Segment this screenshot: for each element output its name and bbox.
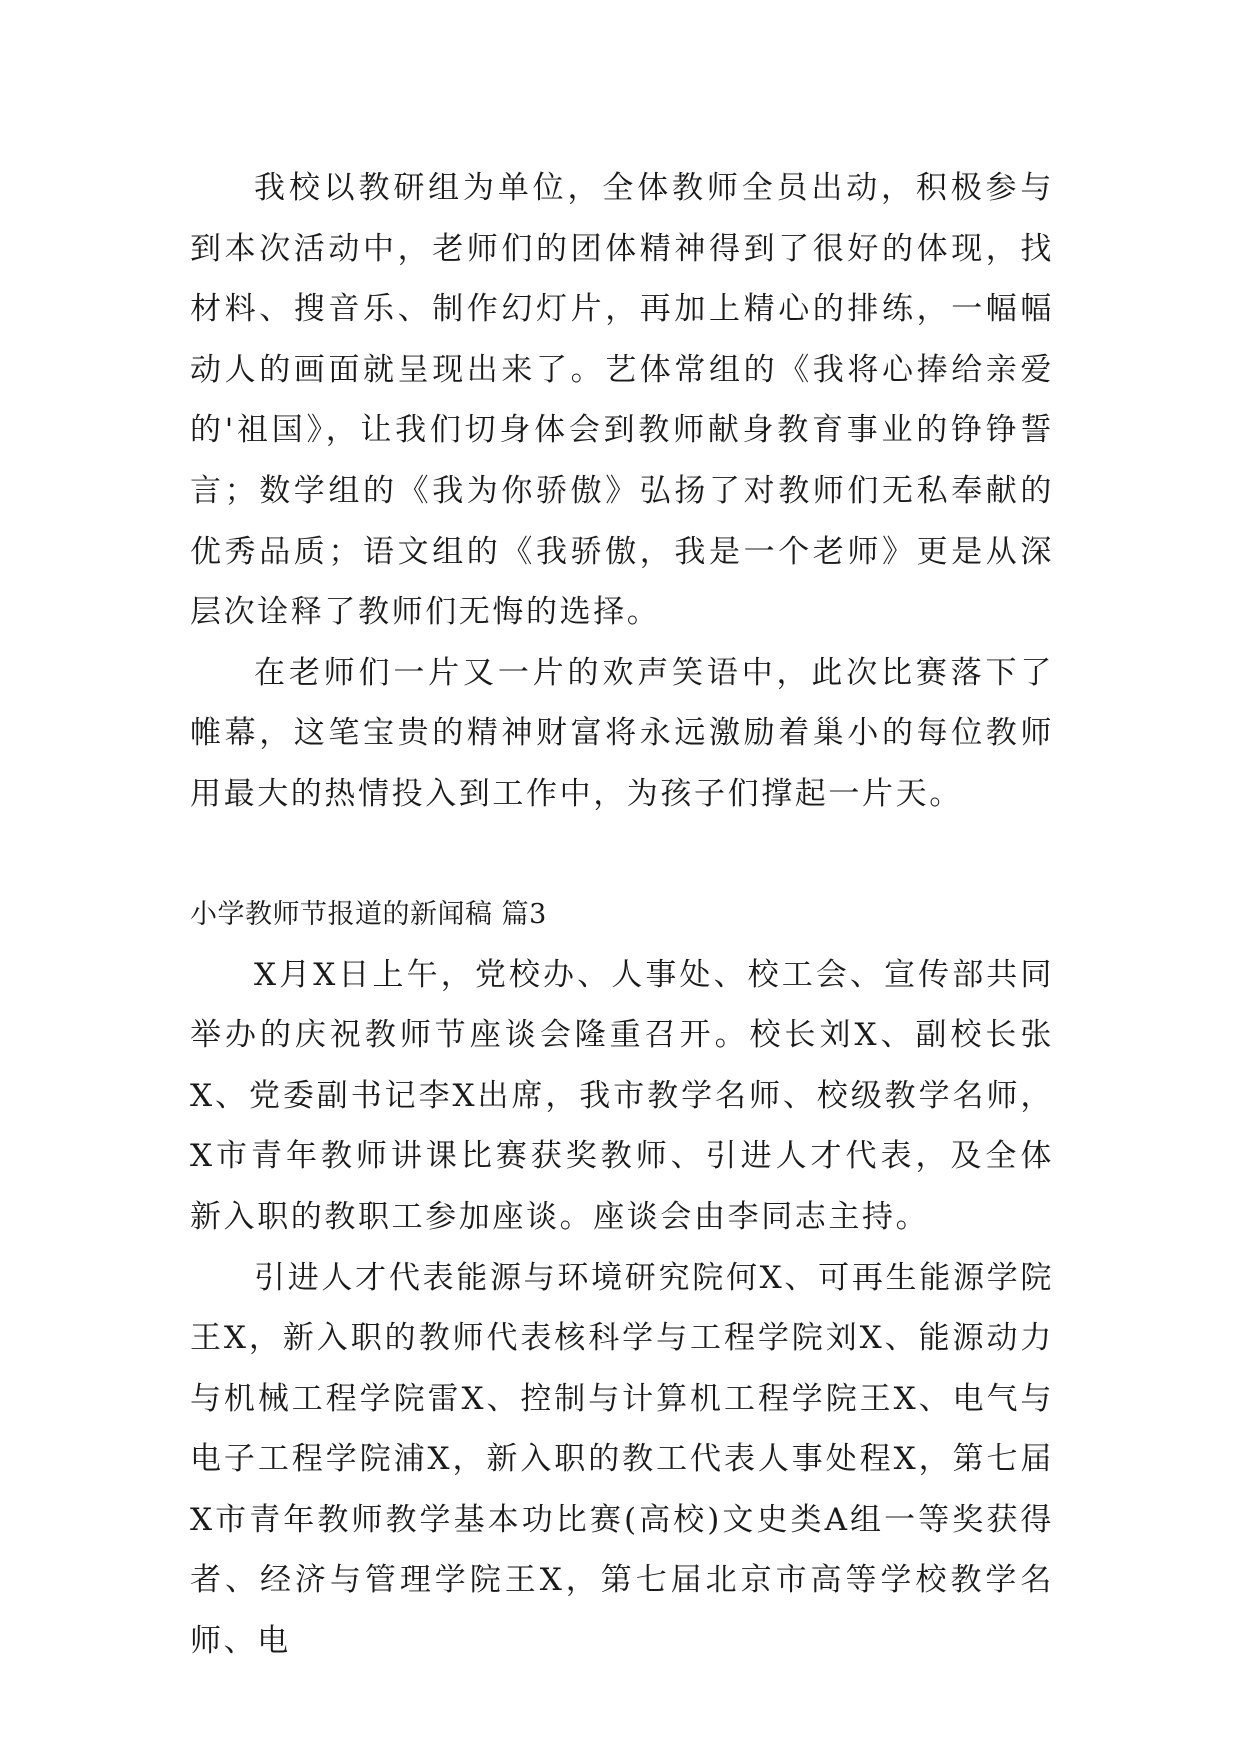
section-heading: 小学教师节报道的新闻稿 篇3 xyxy=(190,898,547,930)
body-paragraph: 引进人才代表能源与环境研究院何X、可再生能源学院王X，新入职的教师代表核科学与工程学院刘X、能源动力与机械工程学院雷X、控制与计算机工程学院王X、电气与电子工程学院浦X，新入职的教工代表人事处程X，第七届X市青年教师教学基本功比赛(高校)文史类A组一等奖获得者、经济与管理学院王X，第七届北京市高等学校教学名师、电 xyxy=(190,1259,1054,1660)
section-spacer xyxy=(190,825,1054,885)
body-paragraph: 在老师们一片又一片的欢声笑语中，此次比赛落下了帷幕，这笔宝贵的精神财富将永远激励着巢小的每位教师用最大的热情投入到工作中，为孩子们撑起一片天。 xyxy=(190,654,1054,812)
body-paragraph: X月X日上午，党校办、人事处、校工会、宣传部共同举办的庆祝教师节座谈会隆重召开。校长刘X、副校长张X、党委副书记李X出席，我市教学名师、校级教学名师，X市青年教师讲课比赛获奖教师、引进人才代表，及全体新入职的教职工参加座谈。座谈会由李同志主持。 xyxy=(190,956,1054,1235)
body-paragraph: 我校以教研组为单位，全体教师全员出动，积极参与到本次活动中，老师们的团体精神得到了很好的体现，找材料、搜音乐、制作幻灯片，再加上精心的排练，一幅幅动人的画面就呈现出来了。艺体常组的《我将心捧给亲爱的'祖国》，让我们切身体会到教师献身教育事业的铮铮誓言；数学组的《我为你骄傲》弘扬了对教师们无私奉献的优秀品质；语文组的《我骄傲，我是一个老师》更是从深层次诠释了教师们无悔的选择。 xyxy=(190,170,1054,631)
document-body xyxy=(190,158,1054,1672)
